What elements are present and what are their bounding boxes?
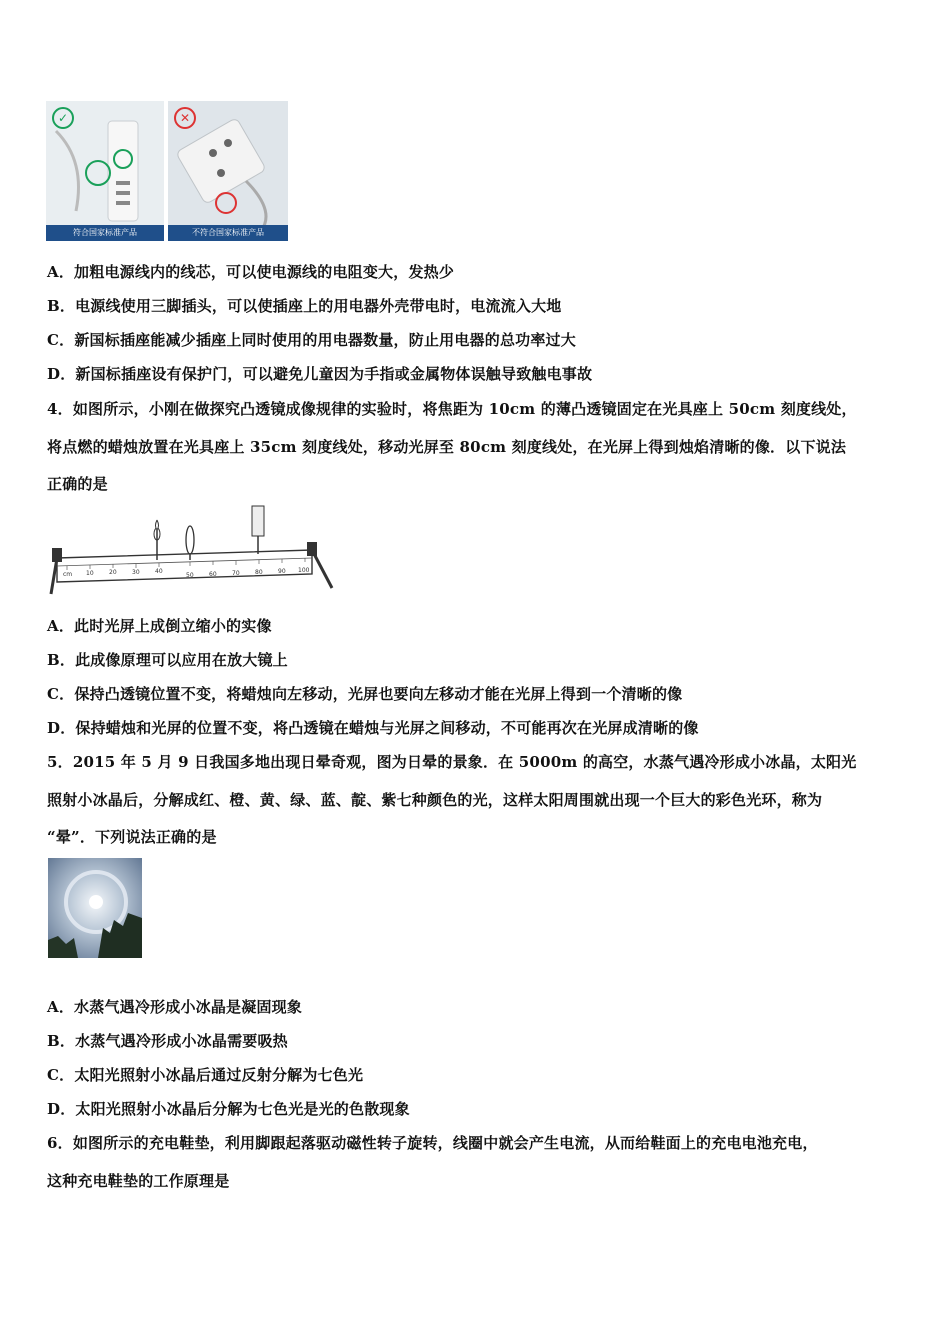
q5-option-a: A．水蒸气遇冷形成小冰晶是凝固现象 [47, 998, 303, 1016]
q3-option-c: C．新国标插座能减少插座上同时使用的用电器数量，防止用电器的总功率过大 [47, 331, 576, 349]
x-circle-icon: ✕ [174, 107, 196, 129]
optical-bench-diagram [47, 502, 337, 598]
left-caption: 符合国家标准产品 [46, 225, 164, 241]
q3-option-a: A．加粗电源线内的线芯，可以使电源线的电阻变大，发热少 [47, 263, 455, 281]
tick-label-70: 70 [232, 570, 240, 577]
tick-label-cm: cm [63, 571, 73, 578]
q4-stem-line-3: 正确的是 [47, 475, 108, 493]
q4-option-c: C．保持凸透镜位置不变，将蜡烛向左移动，光屏也要向左移动才能在光屏上得到一个清晰的像 [47, 685, 683, 703]
right-caption: 不符合国家标准产品 [168, 225, 288, 241]
q4-option-b: B．此成像原理可以应用在放大镜上 [47, 651, 288, 669]
q5-stem-line-3: “晕”．下列说法正确的是 [47, 828, 217, 846]
tick-label-30: 30 [132, 569, 140, 576]
power-strip-figure [46, 101, 288, 241]
q4-option-a: A．此时光屏上成倒立缩小的实像 [47, 617, 272, 635]
q3-option-b: B．电源线使用三脚插头，可以使插座上的用电器外壳带电时，电流流入大地 [47, 297, 562, 315]
tick-label-40: 40 [155, 568, 163, 575]
tick-label-50: 50 [186, 572, 194, 579]
tick-label-20: 20 [109, 569, 117, 576]
q6-stem-line-2: 这种充电鞋垫的工作原理是 [47, 1172, 230, 1190]
q5-option-b: B．水蒸气遇冷形成小冰晶需要吸热 [47, 1032, 288, 1050]
tick-label-10: 10 [86, 570, 94, 577]
sun-halo-photo [48, 858, 142, 958]
q5-option-d: D．太阳光照射小冰晶后分解为七色光是光的色散现象 [47, 1100, 410, 1118]
tick-label-60: 60 [209, 571, 217, 578]
q4-stem-line-1: 4．如图所示，小刚在做探究凸透镜成像规律的实验时，将焦距为 10cm 的薄凸透镜固定在光具座上 50cm 刻度线处， [47, 400, 857, 418]
sun-halo-image [48, 858, 142, 958]
q6-stem-line-1: 6．如图所示的充电鞋垫，利用脚跟起落驱动磁性转子旋转，线圈中就会产生电流，从而给鞋面上的充电电池充电， [47, 1134, 818, 1152]
q4-option-d: D．保持蜡烛和光屏的位置不变，将凸透镜在蜡烛与光屏之间移动，不可能再次在光屏成清晰的像 [47, 719, 699, 737]
check-circle-icon: ✓ [52, 107, 74, 129]
q3-option-d: D．新国标插座设有保护门，可以避免儿童因为手指或金属物体误触导致触电事故 [47, 365, 593, 383]
q5-stem-line-1: 5．2015 年 5 月 9 日我国多地出现日晕奇观，图为日晕的景象．在 5000m 的高空，水蒸气遇冷形成小冰晶，太阳光 [47, 753, 857, 771]
tick-label-100: 100 [298, 567, 310, 574]
power-strip-photos [46, 101, 288, 241]
q5-stem-line-2: 照射小冰晶后，分解成红、橙、黄、绿、蓝、靛、紫七种颜色的光，这样太阳周围就出现一个巨大的彩色光环，称为 [47, 791, 823, 809]
q4-stem-line-2: 将点燃的蜡烛放置在光具座上 35cm 刻度线处，移动光屏至 80cm 刻度线处，在光屏上得到烛焰清晰的像．以下说法 [47, 438, 847, 456]
q5-option-c: C．太阳光照射小冰晶后通过反射分解为七色光 [47, 1066, 364, 1084]
tick-label-80: 80 [255, 569, 263, 576]
tick-label-90: 90 [278, 568, 286, 575]
optical-bench-figure [47, 502, 337, 598]
